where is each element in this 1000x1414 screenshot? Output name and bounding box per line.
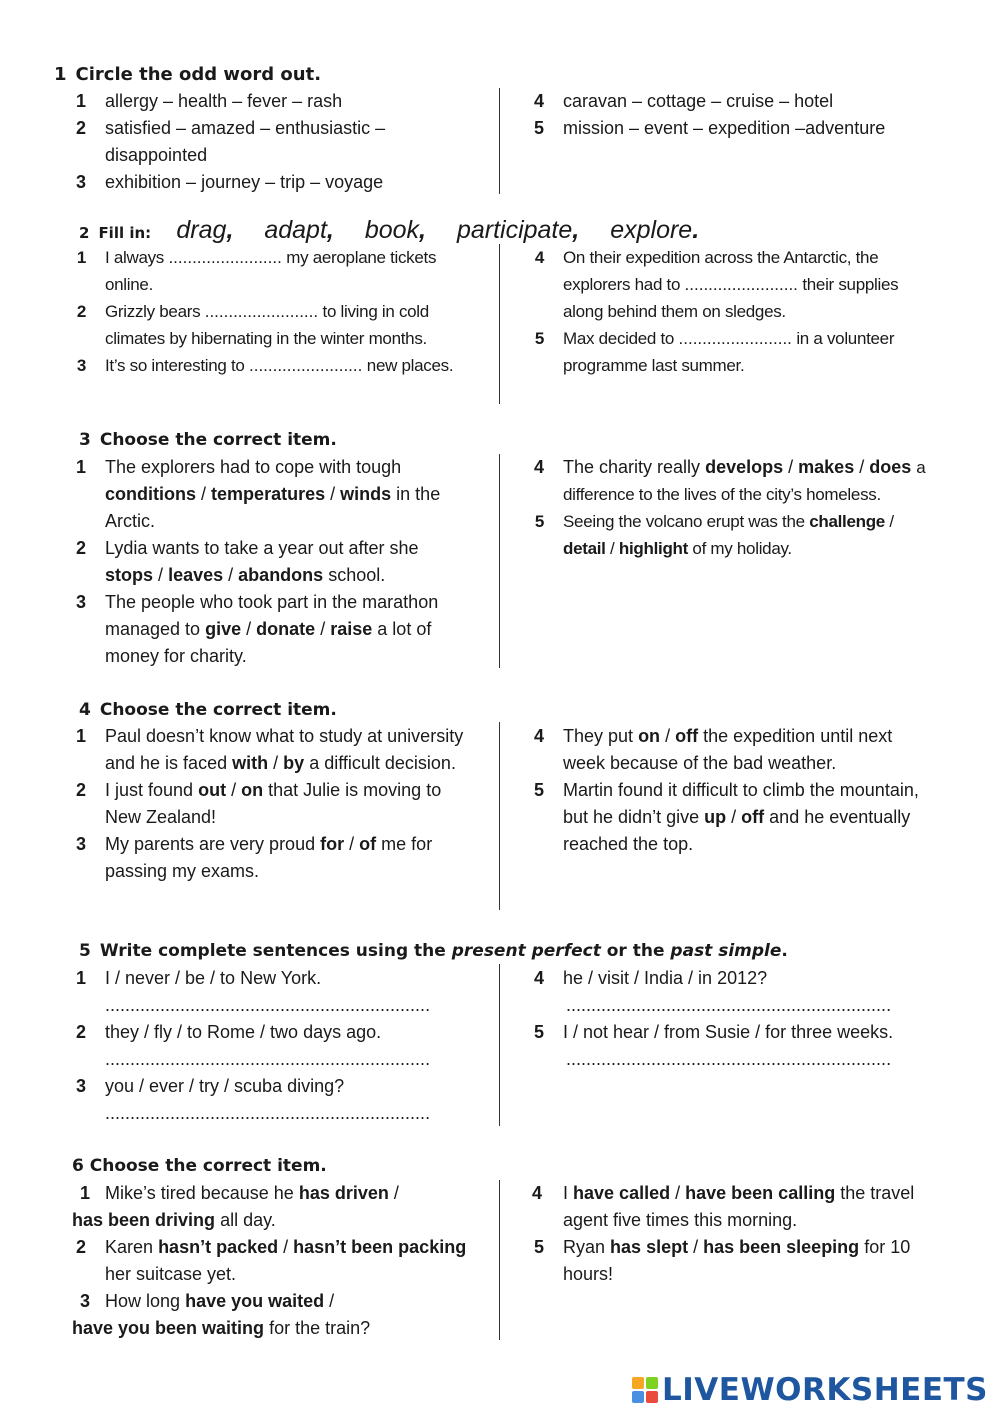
item-number: 1 xyxy=(75,457,86,477)
item-text: It’s so interesting to xyxy=(105,356,245,375)
option[interactable]: on xyxy=(638,726,661,746)
answer-blank[interactable]: ........................ xyxy=(684,275,798,294)
option[interactable]: develops xyxy=(705,457,784,477)
option[interactable]: hasn’t been packing xyxy=(293,1237,467,1257)
word-bank-item: book, xyxy=(364,216,426,244)
column-divider xyxy=(499,964,500,1126)
choice-item: 1 Mike’s tired because he has driven / has been driving all day. xyxy=(72,1183,399,1230)
section-5-heading: 5 Write complete sentences using the present perfect or the past simple. xyxy=(79,941,788,961)
option[interactable]: has been sleeping xyxy=(703,1237,860,1257)
section-6-heading xyxy=(72,1156,327,1176)
item-number: 5 xyxy=(533,1237,544,1257)
item-text: I / not hear / from Susie / for three weeks. xyxy=(563,1022,894,1042)
section-1-left xyxy=(72,88,452,196)
item-number: 4 xyxy=(531,1183,542,1203)
section-title: Choose the correct item. xyxy=(99,430,337,450)
section-6-left xyxy=(72,1180,472,1342)
item-number: 4 xyxy=(534,248,544,267)
section-number: 1 xyxy=(54,64,67,85)
section-2-left xyxy=(72,244,482,379)
choice-item: 4 They put on / off the expedition until next week because of the bad weather. xyxy=(530,723,930,777)
item-number: 2 xyxy=(75,118,86,138)
option[interactable]: have been calling xyxy=(685,1183,836,1203)
item-text: caravan – cottage – cruise – hotel xyxy=(563,91,834,111)
item-text: Max decided to xyxy=(563,329,675,348)
item-text: new places. xyxy=(366,356,454,375)
item-number: 5 xyxy=(533,780,544,800)
option[interactable]: up xyxy=(704,807,727,827)
item-text: I / never / be / to New York. xyxy=(105,968,322,988)
section-3-heading xyxy=(79,430,337,450)
item-text: exhibition – journey – trip – voyage xyxy=(105,172,384,192)
option[interactable]: have you waited xyxy=(185,1291,325,1311)
item-text: mission – event – expedition –adventure xyxy=(563,118,886,138)
item-text: allergy – health – fever – rash xyxy=(105,91,343,111)
item-number: 3 xyxy=(75,172,86,192)
answer-blank[interactable]: ........................ xyxy=(168,248,282,267)
section-1-heading xyxy=(54,64,321,85)
item-number: 1 xyxy=(75,726,86,746)
item-number: 2 xyxy=(75,1022,86,1042)
fill-in-item xyxy=(530,325,940,379)
choice-item: 5 Seeing the volcano erupt was the challenge / detail / highlight of my holiday. xyxy=(530,508,930,562)
word-bank xyxy=(176,216,705,244)
option[interactable]: has slept xyxy=(610,1237,689,1257)
choice-item: 2 Karen hasn’t packed / hasn’t been packing her suitcase yet. xyxy=(72,1234,472,1288)
option[interactable]: raise xyxy=(330,619,373,639)
column-divider xyxy=(499,722,500,910)
column-divider xyxy=(499,88,500,194)
option[interactable]: of xyxy=(359,834,377,854)
column-divider xyxy=(499,244,500,404)
answer-line[interactable]: ................................................................. xyxy=(105,1103,431,1123)
option[interactable]: hasn’t packed xyxy=(158,1237,279,1257)
fill-in-item xyxy=(530,244,940,325)
item-number: 4 xyxy=(533,726,544,746)
option[interactable]: by xyxy=(283,753,305,773)
logo-mark-icon xyxy=(632,1377,658,1403)
section-number: 5 xyxy=(79,941,91,961)
fill-in-item xyxy=(72,352,482,379)
item-text: you / ever / try / scuba diving? xyxy=(105,1076,345,1096)
logo-square xyxy=(632,1377,644,1389)
item-text: their supplies along behind them on sledges. xyxy=(563,275,899,321)
section-5-right xyxy=(530,965,930,1073)
liveworksheets-logo[interactable] xyxy=(632,1370,988,1410)
choice-item: 4 I have called / have been calling the travel agent five times this morning. xyxy=(530,1180,930,1234)
sentence-item xyxy=(72,1019,467,1046)
item-number: 1 xyxy=(76,248,86,267)
section-title: 6 Choose the correct item. xyxy=(72,1156,327,1176)
word-bank-item: drag, xyxy=(176,216,234,244)
list-item xyxy=(530,88,950,115)
option[interactable]: on xyxy=(241,780,264,800)
option[interactable]: give xyxy=(205,619,242,639)
section-4-left xyxy=(72,723,467,885)
item-number: 4 xyxy=(533,91,544,111)
section-6-right xyxy=(530,1180,930,1288)
section-1-right xyxy=(530,88,950,142)
option[interactable]: has driven xyxy=(298,1183,389,1203)
answer-blank[interactable]: ........................ xyxy=(204,302,319,321)
option[interactable]: stops xyxy=(105,565,154,585)
option[interactable]: does xyxy=(869,457,912,477)
logo-text: LIVEWORKSHEETS xyxy=(662,1372,988,1408)
section-3-left xyxy=(72,454,467,670)
choice-item: 3 My parents are very proud for / of me for passing my exams. xyxy=(72,831,467,885)
answer-blank[interactable]: ........................ xyxy=(249,356,363,375)
logo-square xyxy=(632,1391,644,1403)
section-title: Choose the correct item. xyxy=(99,700,337,720)
option[interactable]: off xyxy=(675,726,699,746)
choice-item: 4 The charity really develops / makes / does a difference to the lives of the city’s homeless. xyxy=(530,454,930,508)
column-divider xyxy=(499,1180,500,1340)
section-number: 4 xyxy=(79,700,91,720)
word-bank-item: explore. xyxy=(610,216,700,244)
word-bank-item: adapt, xyxy=(264,216,334,244)
item-number: 2 xyxy=(75,538,86,558)
item-number: 2 xyxy=(75,1237,86,1257)
sentence-item xyxy=(72,965,467,992)
item-number: 1 xyxy=(75,91,86,111)
item-number: 3 xyxy=(76,356,86,375)
word-bank-item: participate, xyxy=(456,216,580,244)
section-5-left xyxy=(72,965,467,1127)
section-number: 3 xyxy=(79,430,91,450)
item-number: 1 xyxy=(75,968,86,988)
fill-in-item xyxy=(72,244,482,298)
item-text: they / fly / to Rome / two days ago. xyxy=(105,1022,382,1042)
item-number: 3 xyxy=(75,834,86,854)
item-number: 3 xyxy=(75,1076,86,1096)
section-2-right xyxy=(530,244,940,379)
option[interactable]: makes xyxy=(798,457,855,477)
section-title: Circle the odd word out. xyxy=(75,64,322,85)
section-title: Fill in: xyxy=(98,224,152,242)
answer-line[interactable]: ................................................................. xyxy=(566,995,892,1015)
section-4-right xyxy=(530,723,930,858)
section-3-right xyxy=(530,454,930,562)
logo-square xyxy=(646,1377,658,1389)
choice-item: 3 How long have you waited / have you been waiting for the train? xyxy=(72,1291,371,1338)
item-number: 5 xyxy=(533,1022,544,1042)
option[interactable]: leaves xyxy=(168,565,224,585)
choice-item: 1 The explorers had to cope with tough conditions / temperatures / winds in the Arctic. xyxy=(72,454,467,535)
item-text: On their expedition across the Antarctic, the explorers had to xyxy=(563,248,879,294)
option[interactable]: have called xyxy=(573,1183,671,1203)
section-4-heading xyxy=(79,700,337,720)
item-text: to living in cold climates by hibernating in the winter months. xyxy=(105,302,429,348)
option[interactable]: out xyxy=(198,780,227,800)
choice-item: 5 Ryan has slept / has been sleeping for 10 hours! xyxy=(530,1234,930,1288)
item-text: Grizzly bears xyxy=(105,302,201,321)
sentence-item xyxy=(72,1073,467,1100)
option[interactable]: challenge xyxy=(809,512,885,531)
choice-item: 2 Lydia wants to take a year out after she stops / leaves / abandons school. xyxy=(72,535,467,589)
item-number: 3 xyxy=(80,1291,91,1311)
choice-item: 5 Martin found it difficult to climb the mountain, but he didn’t give up / off and he eventually reached the top. xyxy=(530,777,930,858)
option[interactable]: conditions xyxy=(105,484,196,504)
item-number: 1 xyxy=(80,1183,91,1203)
fill-in-item xyxy=(72,298,482,352)
item-number: 2 xyxy=(76,302,86,321)
list-item xyxy=(72,88,452,115)
answer-blank[interactable]: ........................ xyxy=(678,329,792,348)
list-item xyxy=(72,115,452,169)
item-number: 5 xyxy=(534,329,544,348)
option[interactable]: abandons xyxy=(238,565,324,585)
item-number: 2 xyxy=(75,780,86,800)
item-text: in a volunteer programme last summer. xyxy=(563,329,895,375)
item-number: 4 xyxy=(533,457,544,477)
logo-square xyxy=(646,1391,658,1403)
section-number: 2 xyxy=(79,224,90,242)
sentence-item xyxy=(530,1019,930,1046)
answer-line[interactable]: ................................................................. xyxy=(566,1049,892,1069)
list-item xyxy=(72,169,452,196)
option[interactable]: with xyxy=(232,753,269,773)
section-title: Write complete sentences using the xyxy=(99,941,446,961)
option[interactable]: have you been waiting xyxy=(72,1318,265,1338)
item-text: satisfied – amazed – enthusiastic – disappointed xyxy=(105,118,386,165)
option[interactable]: temperatures xyxy=(211,484,326,504)
item-number: 5 xyxy=(534,512,544,531)
choice-item: 1 Paul doesn’t know what to study at university and he is faced with / by a difficult decision. xyxy=(72,723,467,777)
choice-item: 2 I just found out / on that Julie is moving to New Zealand! xyxy=(72,777,467,831)
item-number: 3 xyxy=(75,592,86,612)
sentence-item xyxy=(530,965,930,992)
option[interactable]: winds xyxy=(340,484,392,504)
option[interactable]: detail xyxy=(563,539,606,558)
item-number: 4 xyxy=(533,968,544,988)
option[interactable]: donate xyxy=(256,619,316,639)
answer-line[interactable]: ................................................................. xyxy=(105,995,431,1015)
option[interactable]: off xyxy=(741,807,765,827)
column-divider xyxy=(499,454,500,668)
option[interactable]: highlight xyxy=(618,539,688,558)
item-text: I always xyxy=(105,248,165,267)
option[interactable]: for xyxy=(320,834,345,854)
item-number: 5 xyxy=(533,118,544,138)
answer-line[interactable]: ................................................................. xyxy=(105,1049,431,1069)
option[interactable]: has been driving xyxy=(72,1210,216,1230)
item-text: my aeroplane tickets online. xyxy=(105,248,437,294)
list-item xyxy=(530,115,950,142)
choice-item: 3 The people who took part in the marathon managed to give / donate / raise a lot of money for charity. xyxy=(72,589,467,670)
item-text: he / visit / India / in 2012? xyxy=(563,968,768,988)
